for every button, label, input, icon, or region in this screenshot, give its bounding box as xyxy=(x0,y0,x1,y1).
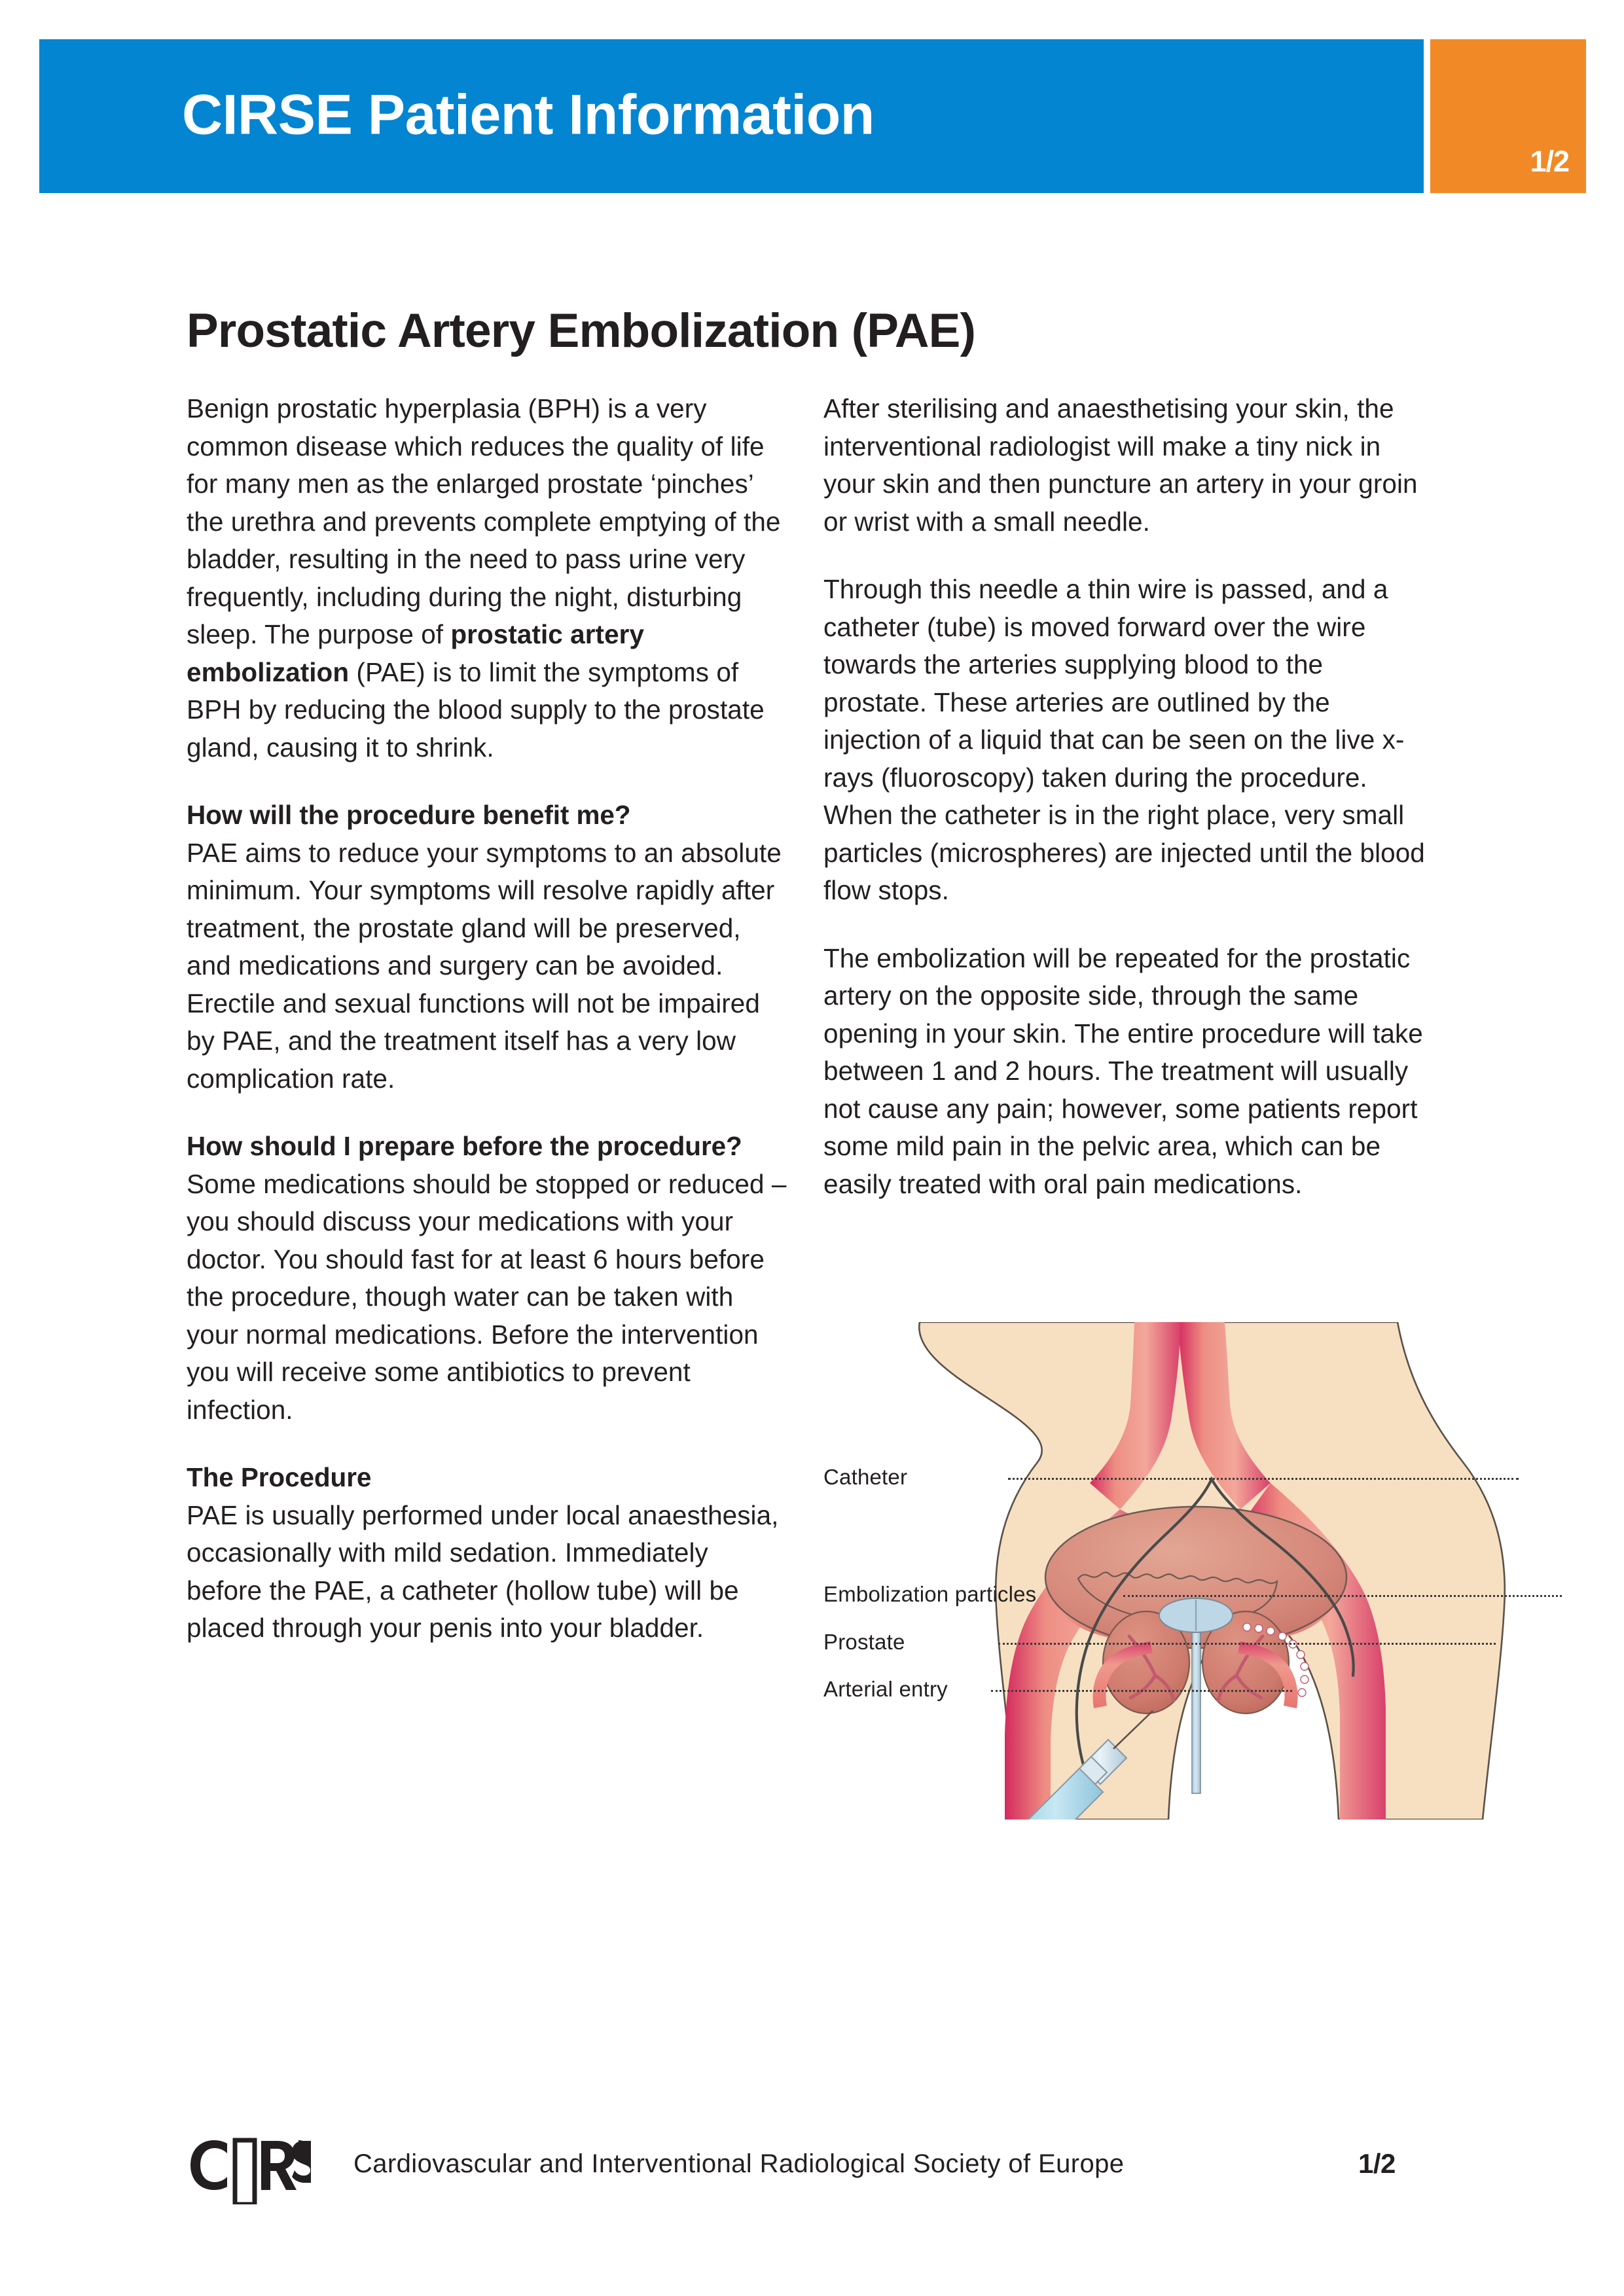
footer xyxy=(187,2135,1430,2207)
right-paragraph-2: Through this needle a thin wire is passed, and a catheter (tube) is moved forward over the wire towards the arteries supplying blood to the prostate. These arteries are outlined by the injection of a liquid that can be seen on the live x-rays (fluoroscopy) taken during the procedure. When the catheter is in the right place, very small particles (microspheres) are injected until the blood flow stops. xyxy=(823,574,1425,905)
section-body-prepare: Some medications should be stopped or reduced – you should discuss your medications with your doctor. You should fast for at least 6 hours before the procedure, though water can be taken with your normal medications. Before the intervention you will receive some antibiotics to prevent infection. xyxy=(187,1168,787,1425)
intro-text-after: (PAE) is to limit the symptoms of BPH by reducing the blood supply to the prostate gland, causing it to shrink. xyxy=(187,656,765,762)
intro-text-before: Benign prostatic hyperplasia (BPH) is a very common disease which reduces the quality of life for many men as the enlarged prostate ‘pinches’ the urethra and prevents complete emptying of the bladder, resulting in the need to pass urine very frequently, including during the night, disturbing sleep. The purpose of xyxy=(187,393,781,649)
section-heading-procedure: The Procedure xyxy=(187,1462,372,1492)
annotation-embolization-particles: Embolization particles xyxy=(823,1582,1037,1606)
annotation-prostate: Prostate xyxy=(823,1630,905,1654)
annotation-arterial-entry: Arterial entry xyxy=(823,1677,948,1701)
header-banner xyxy=(39,39,1424,193)
leader-line-catheter xyxy=(1008,1478,1519,1480)
leader-line-embolization-particles xyxy=(1123,1595,1562,1597)
page-title: Prostatic Artery Embolization (PAE) xyxy=(187,304,976,357)
right-paragraph-1: After sterilising and anaesthetising your skin, the interventional radiologist will make a tiny nick in your skin and then puncture an artery in your groin or wrist with a small needle. xyxy=(823,393,1418,537)
intro-bold-term: prostatic artery embolization xyxy=(187,619,645,687)
leader-line-prostate xyxy=(998,1643,1496,1645)
section-heading-benefit: How will the procedure benefit me? xyxy=(187,800,631,830)
intro-paragraph xyxy=(187,390,789,766)
annotation-catheter: Catheter xyxy=(823,1465,908,1489)
footer-page-indicator: 1/2 xyxy=(1358,2148,1396,2179)
section-body-benefit: PAE aims to reduce your symptoms to an absolute minimum. Your symptoms will resolve rapidly after treatment, the prostate gland will be preserved, and medications and surgery can be avoided. Erectile and sexual functions will not be impaired by PAE, and the treatment itself has a very low complication rate. xyxy=(187,837,782,1094)
leader-line-arterial-entry xyxy=(991,1690,1292,1692)
header-page-indicator: 1/2 xyxy=(1530,145,1569,178)
left-text-column xyxy=(187,390,789,1647)
header-title: CIRSE Patient Information xyxy=(182,83,875,147)
section-body-procedure: PAE is usually performed under local anaesthesia, occasionally with mild sedation. Immediately before the PAE, a catheter (hollow tube) will be placed through your penis into your bladder. xyxy=(187,1499,779,1643)
cirse-logo xyxy=(187,2135,311,2204)
section-heading-prepare: How should I prepare before the procedure? xyxy=(187,1131,742,1161)
right-paragraph-3: The embolization will be repeated for the prostatic artery on the opposite side, through the same opening in your skin. The entire procedure will take between 1 and 2 hours. The treatment will usually not cause any pain; however, some patients report some mild pain in the pelvic area, which can be easily treated with oral pain medications. xyxy=(823,942,1423,1199)
header-page-block xyxy=(1430,39,1586,193)
pae-anatomy-illustration xyxy=(821,1322,1586,1820)
footer-society-name: Cardiovascular and Interventional Radiological Society of Europe xyxy=(353,2149,1125,2178)
right-text-column xyxy=(823,390,1426,1203)
